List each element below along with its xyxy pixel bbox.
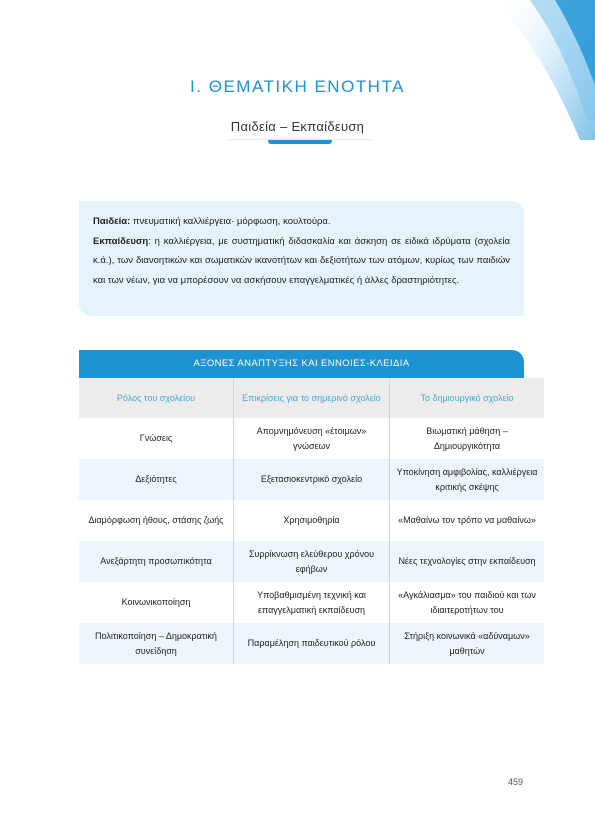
definition-term: Εκπαίδευση [93,235,149,247]
column-header: Το δημιουργικό σχολείο [390,378,545,418]
section-subtitle: Παιδεία – Εκπαίδευση [230,119,365,134]
column-header: Ρόλος του σχολείου [79,378,234,418]
section-title: I. ΘΕΜΑΤΙΚΗ ΕΝΟΤΗΤΑ [190,77,405,96]
subtitle-accent-bar [268,140,332,144]
table-cell: Παραμέληση παιδευτικού ρόλου [234,623,390,664]
table-cell: Απομνημόνευση «έτοιμων» γνώσεων [234,418,390,459]
definition-term: Παιδεία: [93,216,131,227]
table-cell: Γνώσεις [139,433,173,443]
table-cell: Εξετασιοκεντρικό σχολείο [234,459,390,500]
key-concepts-table [79,350,538,664]
table-cell: «Αγκάλιασμα» του παιδιού και των ιδιαιτεροτήτων του [398,589,536,615]
table-cell: Ανεξάρτητη προσωπικότητα [79,541,234,582]
table-row [79,623,544,664]
table-cell: Κοινωνικοποίηση [121,597,191,607]
table-cell: Βιωματική μάθηση – Δημιουργικότητα [426,425,508,451]
table-cell: Χρησιμοθηρία [234,500,390,541]
table-row [79,582,544,623]
table-row [79,418,544,459]
definition-paideia [93,212,510,232]
definition-ekpaidefsi [93,232,510,291]
table-title: ΑΞΟΝΕΣ ΑΝΑΠΤΥΞΗΣ ΚΑΙ ΕΝΝΟΙΕΣ-ΚΛΕΙΔΙΑ [79,350,524,378]
table-cell: Υποκίνηση αμφιβολίας, καλλιέργεια κριτικής σκέψης [390,459,545,500]
table-cell: Νέες τεχνολογίες στην εκπαίδευση [390,541,545,582]
definition-text: : η καλλιέργεια, με συστηματική διδασκαλία και άσκηση σε ειδικά ιδρύματα (σχολεία κ.ά.), των διανοητικών και σωματικών ικανοτήτων και δεξιοτήτων των ατόμων, κυρίως των παιδιών και των νέων, για να μπορέσουν να ασκήσουν επαγγελματικές ή άλλες δραστηριότητες. [93,235,510,286]
table-cell: Συρρίκνωση ελεύθερου χρόνου εφήβων [234,541,390,582]
table-row [79,500,544,541]
page-number: 459 [508,777,524,787]
table-cell: Διαμόρφωση ήθους, στάσης ζωής [88,515,224,525]
table-cell: Πολιτικοποίηση – Δημοκρατική συνείδηση [79,623,234,664]
definition-text: πνευματική καλλιέργεια· μόρφωση, κουλτούρα. [130,216,331,227]
table-cell: Δεξιότητες [79,459,234,500]
column-header: Επικρίσεις για το σημερινό σχολείο [234,378,390,418]
table-column-header-row [79,378,544,418]
definitions-box [79,201,524,316]
table-cell: Υποβαθμισμένη τεχνική και επαγγελματική εκπαίδευση [234,582,390,623]
table-cell: Στήριξη κοινωνικά «αδύναμων» μαθητών [390,623,545,664]
table-row [79,459,544,500]
table-row [79,541,544,582]
table-cell: «Μαθαίνω τον τρόπο να μαθαίνω» [398,515,536,525]
